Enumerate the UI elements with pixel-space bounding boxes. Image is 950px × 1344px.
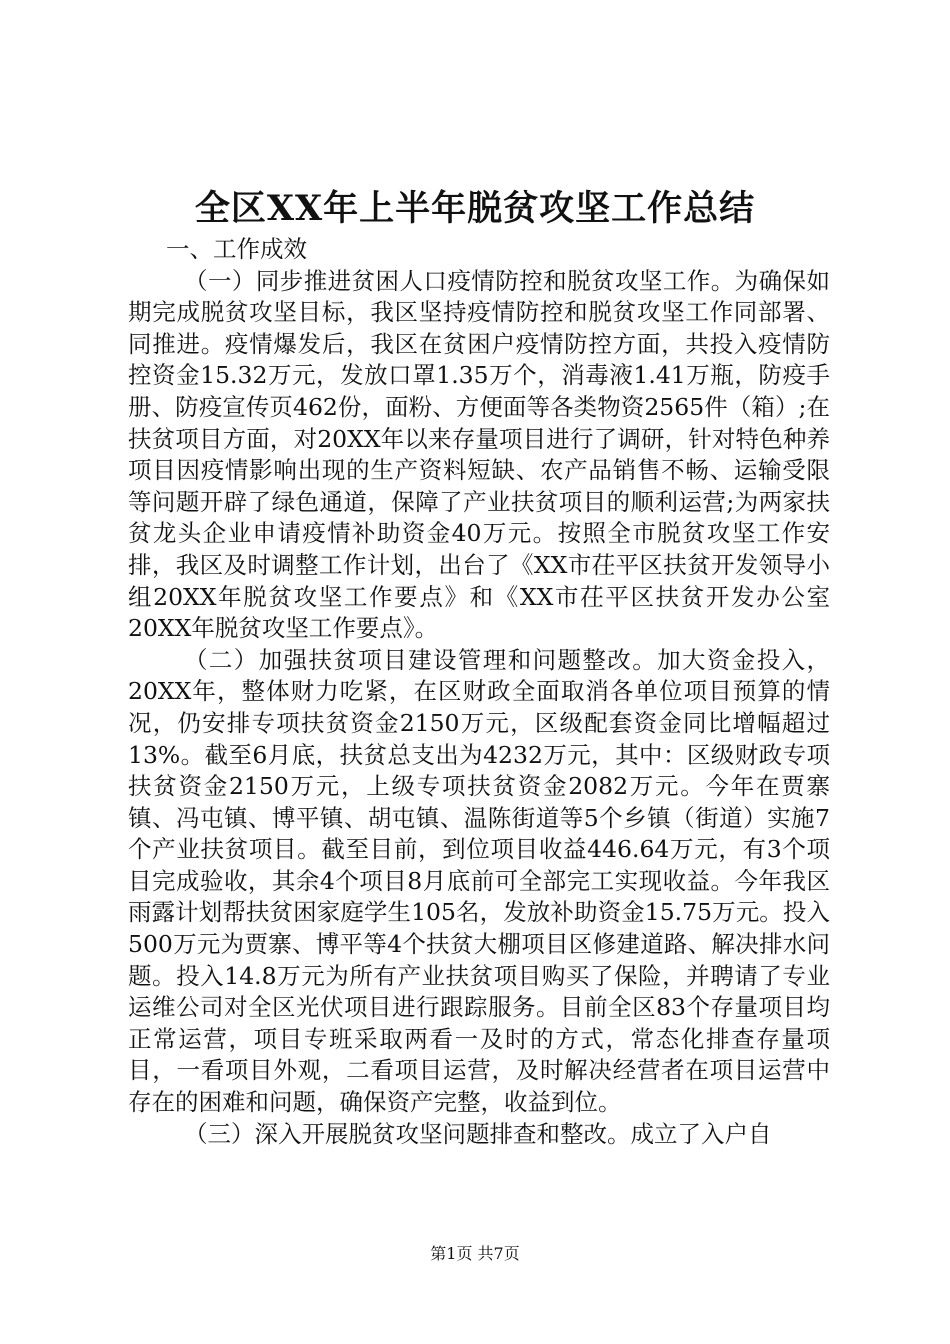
section-heading: 一、工作成效 [166,235,307,263]
paragraph-2: （二）加强扶贫项目建设管理和问题整改。加大资金投入，20XX年，整体财力吃紧，在区财政全面取消各单位项目预算的情况，仍安排专项扶贫资金2150万元，区级配套资金同比增幅超过13%。截至6月底，扶贫总支出为4232万元，其中：区级财政专项扶贫资金2150万元，上级专项扶贫资金2082万元。今年在贾寨镇、冯屯镇、博平镇、胡屯镇、温陈街道等5个乡镇（街道）实施7个产业扶贫项目。截至目前，到位项目收益446.64万元，有3个项目完成验收，其余4个项目8月底前可全部完工实现收益。今年我区雨露计划帮扶贫困家庭学生105名，发放补助资金15.75万元。投入500万元为贾寨、博平等4个扶贫大棚项目区修建道路、解决排水问题。投入14.8万元为所有产业扶贫项目购买了保险，并聘请了专业运维公司对全区光伏项目进行跟踪服务。目前全区83个存量项目均正常运营，项目专班采取两看一及时的方式，常态化排查存量项目，一看项目外观，二看项目运营，及时解决经营者在项目运营中存在的困难和问题，确保资产完整，收益到位。 [128,645,830,1117]
document-body [128,234,830,1150]
document-title: 全区XX年上半年脱贫攻坚工作总结 [194,188,756,229]
paragraph-1: （一）同步推进贫困人口疫情防控和脱贫攻坚工作。为确保如期完成脱贫攻坚目标，我区坚持疫情防控和脱贫攻坚工作同部署、同推进。疫情爆发后，我区在贫困户疫情防控方面，共投入疫情防控资金15.32万元，发放口罩1.35万个，消毒液1.41万瓶，防疫手册、防疫宣传页462份，面粉、方便面等各类物资2565件（箱）;在扶贫项目方面，对20XX年以来存量项目进行了调研，针对特色种养项目因疫情影响出现的生产资料短缺、农产品销售不畅、运输受限等问题开辟了绿色通道，保障了产业扶贫项目的顺利运营;为两家扶贫龙头企业申请疫情补助资金40万元。按照全市脱贫攻坚工作安排，我区及时调整工作计划，出台了《XX市茌平区扶贫开发领导小组20XX年脱贫攻坚工作要点》和《XX市茌平区扶贫开发办公室20XX年脱贫攻坚工作要点》。 [128,266,830,643]
page-number-footer: 第1页 共7页 [430,1244,520,1263]
paragraph-3: （三）深入开展脱贫攻坚问题排查和整改。成立了入户自 [184,1119,772,1148]
